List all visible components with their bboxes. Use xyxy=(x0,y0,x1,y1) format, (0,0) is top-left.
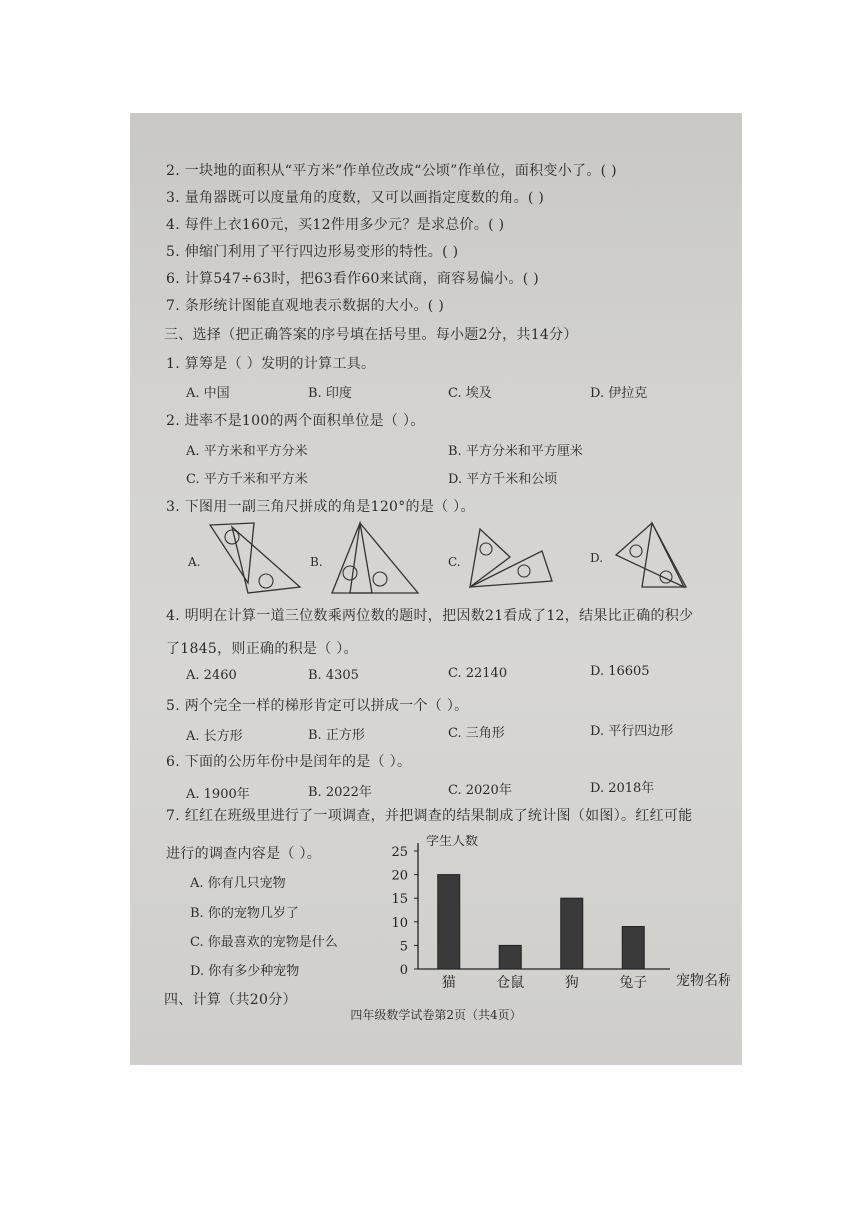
bar xyxy=(622,927,644,969)
q3-figure-a xyxy=(208,521,308,601)
q6-option-a: A. 1900年 xyxy=(186,787,250,802)
q5-stem: 5. 两个完全一样的梯形肯定可以拼成一个（ ）。 xyxy=(166,698,469,714)
judge-item-6: 6. 计算547÷63时，把63看作60来试商，商容易偏小。( ) xyxy=(166,271,539,287)
y-tick-label: 20 xyxy=(391,868,408,884)
q3-label-a: A. xyxy=(188,555,201,569)
q3-stem: 3. 下图用一副三角尺拼成的角是120°的是（ ）。 xyxy=(166,499,475,515)
q5-option-b: B. 正方形 xyxy=(308,728,365,743)
q3-figure-c xyxy=(466,523,566,595)
q6-option-c: C. 2020年 xyxy=(448,783,512,798)
q1-option-b: B. 印度 xyxy=(308,386,352,401)
q1-stem: 1. 算筹是（ ）发明的计算工具。 xyxy=(166,356,376,372)
q4-option-c: C. 22140 xyxy=(448,666,508,681)
q1-option-c: C. 埃及 xyxy=(448,386,492,401)
q2-option-b: B. 平方分米和平方厘米 xyxy=(448,444,583,459)
q7-option-a: A. 你有几只宠物 xyxy=(190,876,286,891)
x-tick-label: 猫 xyxy=(441,975,456,991)
bar xyxy=(499,945,521,969)
y-tick-label: 0 xyxy=(399,963,408,978)
x-tick-label: 兔子 xyxy=(619,975,648,991)
q7-stem-line1: 7. 红红在班级里进行了一项调查，并把调查的结果制成了统计图（如图）。红红可能 xyxy=(166,808,693,824)
q3-label-b: B. xyxy=(310,555,323,569)
q5-option-a: A. 长方形 xyxy=(186,729,243,744)
q3-label-d: D. xyxy=(590,551,604,565)
y-axis-label: 学生人数 xyxy=(426,835,479,849)
judge-item-2: 2. 一块地的面积从“平方米”作单位改成“公顷”作单位，面积变小了。( ) xyxy=(166,163,617,179)
y-tick-label: 25 xyxy=(391,845,408,860)
q3-figure-d xyxy=(612,521,712,595)
q4-stem-line2: 了1845，则正确的积是（ ）。 xyxy=(166,641,358,657)
q2-option-a: A. 平方米和平方分米 xyxy=(186,444,308,459)
section-3-title: 三、选择（把正确答案的序号填在括号里。每小题2分，共14分） xyxy=(164,327,578,343)
y-tick-label: 5 xyxy=(399,939,408,955)
q4-option-b: B. 4305 xyxy=(308,668,359,683)
q7-stem-line2: 进行的调查内容是（ ）。 xyxy=(166,846,322,862)
exam-page xyxy=(130,113,742,1065)
bar xyxy=(438,875,460,969)
judge-item-4: 4. 每件上衣160元，买12件用多少元？是求总价。( ) xyxy=(166,217,505,233)
q3-label-c: C. xyxy=(448,555,461,569)
x-tick-label: 狗 xyxy=(564,975,579,991)
q2-stem: 2. 进率不是100的两个面积单位是（ ）。 xyxy=(166,413,425,429)
q6-option-b: B. 2022年 xyxy=(308,785,372,800)
judge-item-7: 7. 条形统计图能直观地表示数据的大小。( ) xyxy=(166,298,445,314)
q7-option-d: D. 你有多少种宠物 xyxy=(190,964,300,979)
q3-figure-b xyxy=(328,521,428,601)
q2-option-c: C. 平方千米和平方米 xyxy=(186,472,308,487)
q2-option-d: D. 平方千米和公顷 xyxy=(448,472,558,487)
q1-option-d: D. 伊拉克 xyxy=(590,386,648,401)
q7-option-b: B. 你的宠物几岁了 xyxy=(190,906,299,921)
q1-option-a: A. 中国 xyxy=(186,386,230,401)
y-tick-label: 10 xyxy=(391,915,408,931)
q4-option-d: D. 16605 xyxy=(590,664,650,679)
x-axis-label: 宠物名称 xyxy=(676,973,730,989)
judge-item-5: 5. 伸缩门利用了平行四边形易变形的特性。( ) xyxy=(166,244,459,260)
y-tick-label: 15 xyxy=(391,892,408,908)
q5-option-c: C. 三角形 xyxy=(448,726,505,741)
q5-option-d: D. 平行四边形 xyxy=(590,724,674,739)
bar xyxy=(561,898,583,969)
q6-stem: 6. 下面的公历年份中是闰年的是（ ）。 xyxy=(166,754,412,770)
section-4-title: 四、计算（共20分） xyxy=(164,992,297,1008)
x-tick-label: 仓鼠 xyxy=(496,975,525,991)
q6-option-d: D. 2018年 xyxy=(590,781,655,796)
q4-option-a: A. 2460 xyxy=(186,668,237,683)
page-footer: 四年级数学试卷第2页（共4页） xyxy=(350,1008,522,1022)
pet-survey-chart xyxy=(370,835,730,1005)
judge-item-3: 3. 量角器既可以度量角的度数，又可以画指定度数的角。( ) xyxy=(166,190,545,206)
pet-survey-chart-svg xyxy=(370,835,730,1005)
q4-stem-line1: 4. 明明在计算一道三位数乘两位数的题时，把因数21看成了12，结果比正确的积少 xyxy=(166,608,694,624)
q7-option-c: C. 你最喜欢的宠物是什么 xyxy=(190,935,338,950)
